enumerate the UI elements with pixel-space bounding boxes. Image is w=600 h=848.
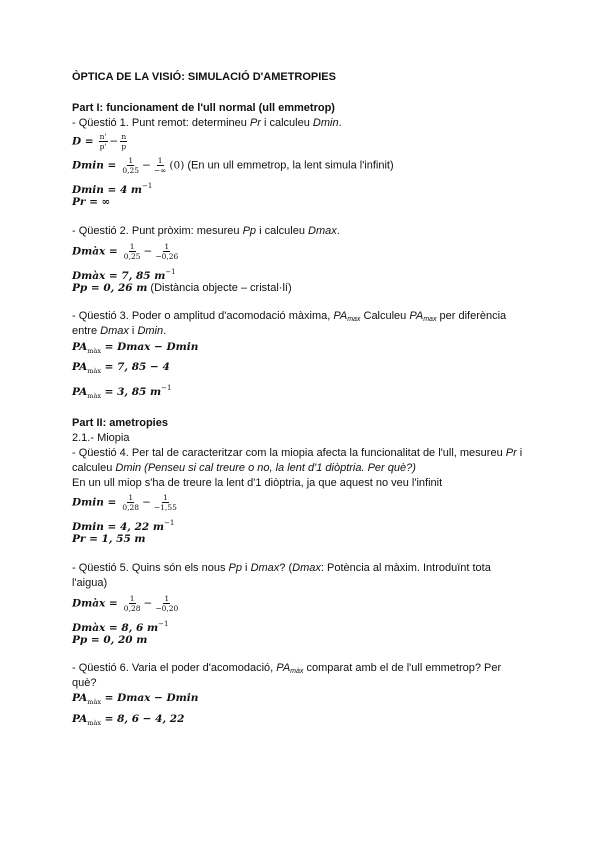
q6-eq-pa: $PA_{màx} = Dmax - Dmin$	[72, 692, 199, 706]
q1-eq-dmin-result: Dmin = 4 $m^{-1}$	[72, 182, 153, 196]
q6-text-line2: què?	[72, 677, 97, 689]
q1-eq-pr: Pr = ∞	[72, 196, 111, 208]
q1-eq-dmin: Dmin = $\frac{1}{0,25}$ − $\frac{1}{-\infty}$ (0) (En un ull emmetrop, la lent simula l'infinit)	[72, 156, 394, 175]
q1-text: - Qüestió 1. Punt remot: determineu Pr i calculeu Dmin.	[72, 117, 342, 129]
document-title: ÒPTICA DE LA VISIÓ: SIMULACIÓ D'AMETROPIES	[72, 71, 336, 83]
q2-eq-dmax-result: Dmàx = 7, 85 $m^{-1}$	[72, 268, 176, 282]
q6-text-line1: - Qüestió 6. Varia el poder d'acomodació, PAmàx comparat amb el de l'ull emmetrop? Per	[72, 662, 502, 675]
q5-text-line1: - Qüestió 5. Quins són els nous Pp i Dmax? (Dmax: Potència al màxim. Introduïnt tota	[72, 562, 491, 574]
q5-text-line2: l'aigua)	[72, 577, 108, 589]
q2-text: - Qüestió 2. Punt pròxim: mesureu Pp i calculeu Dmax.	[72, 225, 340, 237]
q4-eq-dmin-result: Dmin = 4, 22 $m^{-1}$	[72, 519, 175, 533]
q6-eq-pa-values: $PA_{màx} = 8$, 6 − 4, 22	[72, 713, 185, 727]
part2-subheading: 2.1.- Miopia	[72, 432, 130, 444]
q4-answer: En un ull miop s'ha de treure la lent d'1 diòptria, ja que aquest no veu l'infinit	[72, 477, 443, 489]
q1-eq-lens: D = $\frac{n'}{p'}$ − $\frac{n}{p}$	[72, 132, 127, 151]
q4-eq-dmin: Dmin = $\frac{1}{0,28}$ − $\frac{1}{-1,55}$	[72, 493, 177, 512]
q5-eq-dmax: Dmàx = $\frac{1}{0,28}$ − $\frac{1}{-0,20}$	[72, 594, 179, 613]
q3-eq-pa: $PA_{màx} = Dmax - Dmin$	[72, 341, 199, 355]
q5-eq-pp: Pp = 0, 20 m	[72, 634, 148, 646]
q4-text-line1: - Qüestió 4. Per tal de caracteritzar com la miopia afecta la funcionalitat de l'ull, mesureu Pr i	[72, 447, 523, 459]
part2-heading: Part II: ametropies	[72, 417, 168, 429]
q3-text-line1: - Qüestió 3. Poder o amplitud d'acomodació màxima, PAmax Calculeu PAmax per diferència	[72, 310, 507, 323]
part1-heading: Part I: funcionament de l'ull normal (ull emmetrop)	[72, 102, 335, 114]
q3-eq-pa-values: $PA_{màx} = 7$, 85 − 4	[72, 361, 170, 375]
q2-eq-pp: Pp = 0, 26 m (Distància objecte – cristal·lí)	[72, 282, 292, 294]
q3-text-line2: entre Dmax i Dmin.	[72, 325, 167, 337]
q3-eq-pa-result: $PA_{màx} = 3$, 85 $m^{-1}$	[72, 384, 172, 400]
q4-text-line2: calculeu Dmin (Penseu si cal treure o no, la lent d'1 diòptria. Per què?)	[72, 462, 416, 474]
q4-eq-pr: Pr = 1, 55 m	[72, 533, 146, 545]
q5-eq-dmax-result: Dmàx = 8, 6 $m^{-1}$	[72, 620, 169, 634]
q2-eq-dmax: Dmàx = $\frac{1}{0,25}$ − $\frac{1}{-0,26}$	[72, 242, 179, 261]
